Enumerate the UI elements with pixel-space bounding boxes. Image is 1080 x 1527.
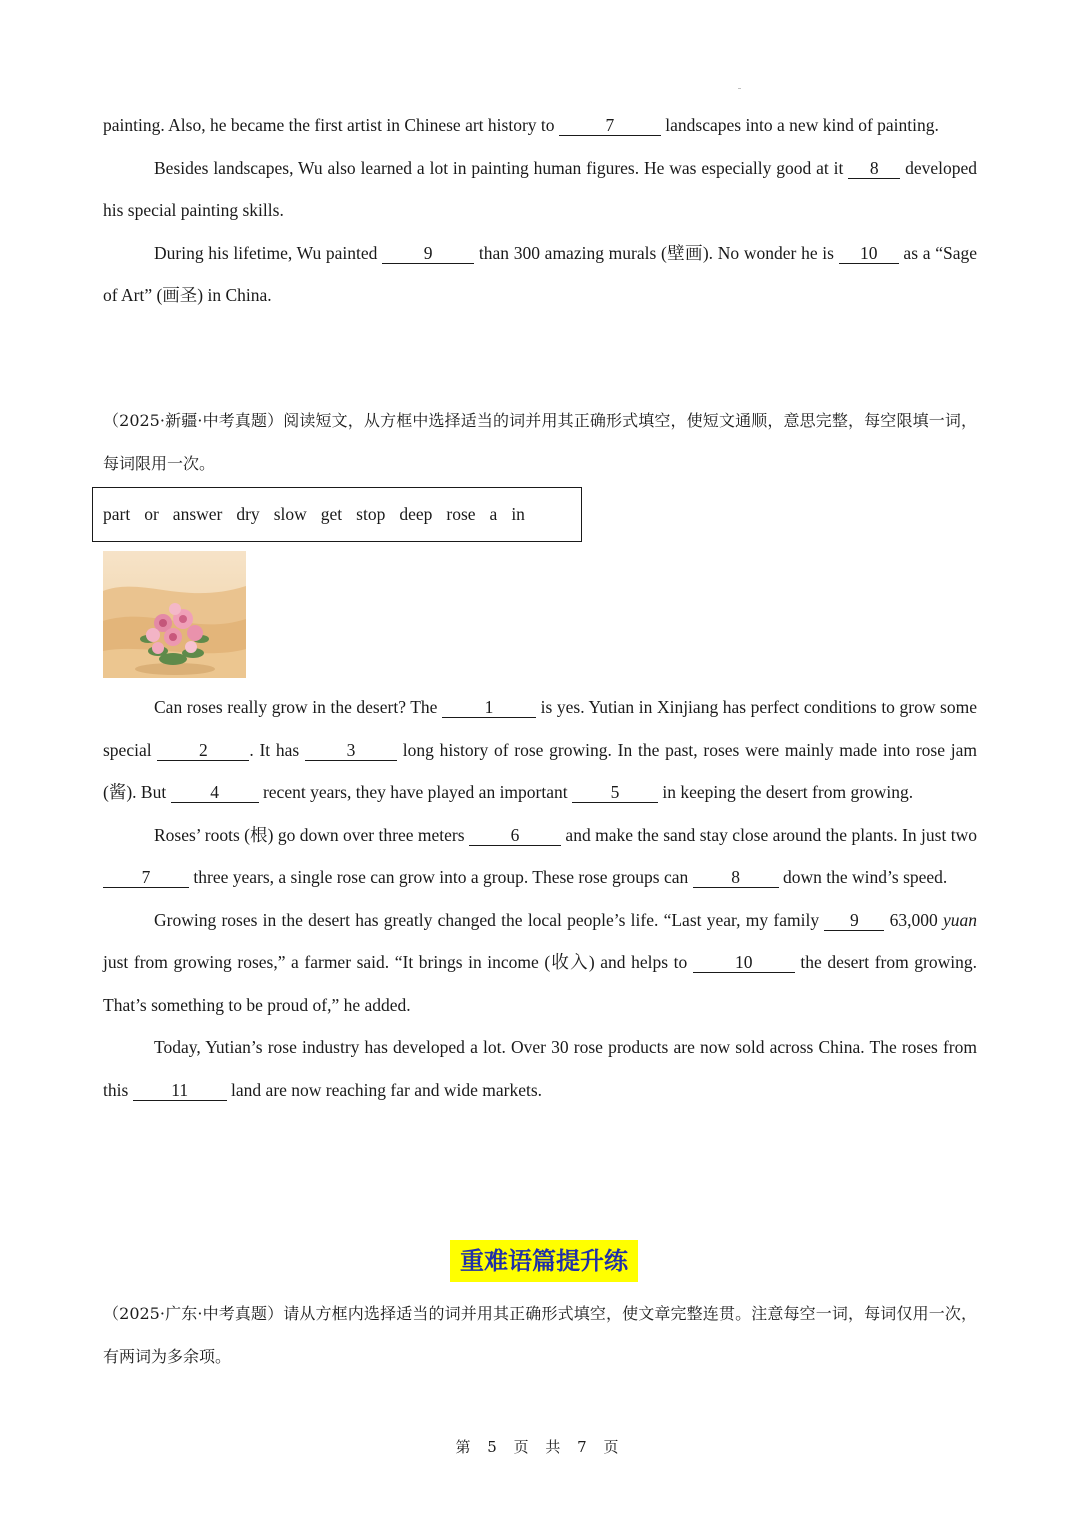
blank-7[interactable]: 7 — [559, 115, 661, 136]
blank-7[interactable]: 7 — [103, 867, 189, 888]
paragraph — [103, 104, 977, 147]
instruction-text: （2025·广东·中考真题）请从方框内选择适当的词并用其正确形式填空，使文章完整连贯。注意每空一词，每词仅用一次，有两词为多余项。 — [103, 1304, 977, 1366]
paragraph — [103, 814, 977, 899]
paragraph — [103, 899, 977, 1027]
text: the desert from growing. That’s something to be proud of,” he added. — [103, 952, 977, 1015]
word-option: in — [511, 504, 525, 524]
paragraph — [103, 232, 977, 317]
word-option: stop — [356, 504, 386, 524]
text: three years, a single rose can grow into a group. These rose groups can — [193, 867, 689, 887]
word-option: part — [103, 504, 131, 524]
text: Besides landscapes, Wu also learned a lot in painting human figures. He was especially good at it — [154, 157, 844, 178]
text: Today, Yutian’s rose industry has developed a lot. Over 30 rose products are now sold across China. The roses from this — [103, 1037, 977, 1100]
text-italic: yuan — [943, 909, 978, 930]
blank-8[interactable]: 8 — [693, 867, 779, 888]
paragraph — [103, 147, 977, 232]
text: long history of rose growing. In the past, roses were mainly made into rose jam (酱). But — [103, 739, 977, 802]
text: than 300 amazing murals (壁画). No wonder he is — [478, 242, 834, 263]
blank-9[interactable]: 9 — [382, 243, 474, 264]
text: recent years, they have played an important — [262, 782, 568, 802]
blank-4[interactable]: 4 — [171, 782, 259, 803]
page-number: 第 5 页 共 7 页 — [455, 1438, 625, 1456]
section-title: 重难语篇提升练 — [450, 1240, 638, 1282]
word-option: a — [489, 504, 498, 524]
word-option: dry — [236, 504, 260, 524]
text: developed his special painting skills. — [103, 157, 978, 220]
text: . It has — [249, 739, 300, 760]
word-box — [92, 487, 582, 542]
text: landscapes into a new kind of — [665, 115, 873, 135]
blank-6[interactable]: 6 — [469, 825, 561, 846]
instruction-text: （2025·新疆·中考真题）阅读短文，从方框中选择适当的词并用其正确形式填空，使短文通顺，意思完整，每空限填一词，每词限用一次。 — [103, 411, 977, 473]
text: is yes. Yutian in Xinjiang has perfect conditions to grow some special — [103, 697, 977, 760]
blank-10[interactable]: 10 — [839, 243, 899, 264]
blank-10[interactable]: 10 — [693, 952, 795, 973]
word-option: rose — [446, 504, 476, 524]
blank-3[interactable]: 3 — [305, 740, 397, 761]
blank-1[interactable]: 1 — [442, 697, 536, 718]
paragraph — [103, 686, 977, 814]
blank-2[interactable]: 2 — [157, 740, 249, 761]
word-option: get — [320, 504, 343, 524]
task-2-instruction — [103, 400, 977, 485]
word-option: slow — [273, 504, 307, 524]
text: in keeping the desert from growing. — [662, 782, 914, 802]
blank-9[interactable]: 9 — [824, 910, 884, 931]
text: just from growing roses,” a farmer said. “It brings in income (收入) and helps to — [103, 952, 688, 972]
passage-1 — [103, 104, 977, 317]
text: painting. — [877, 115, 939, 135]
text: land are now reaching far and wide markets. — [231, 1079, 543, 1100]
text: and make the sand stay close around the plants. In just two — [565, 824, 978, 845]
text: as a “Sage of Art” (画圣) in China. — [103, 242, 977, 305]
paragraph — [103, 1026, 977, 1111]
rose-desert-illustration — [103, 551, 246, 678]
word-option: or — [144, 504, 159, 524]
blank-5[interactable]: 5 — [572, 782, 658, 803]
passage-2 — [103, 686, 977, 1111]
text: down the wind’s speed. — [783, 867, 948, 887]
word-option: deep — [399, 504, 433, 524]
text: Growing roses in the desert has greatly changed the local people’s life. “Last year, my family — [154, 909, 820, 930]
blank-8[interactable]: 8 — [848, 158, 900, 179]
text: During his lifetime, Wu painted — [154, 242, 378, 263]
task-3-instruction — [103, 1293, 977, 1378]
text: Can roses really grow in the desert? The — [154, 697, 438, 717]
word-option: answer — [172, 504, 223, 524]
scan-mark — [738, 88, 741, 89]
blank-11[interactable]: 11 — [133, 1080, 227, 1101]
text: Roses’ roots (根) go down over three meters — [154, 824, 465, 845]
text: 63,000 — [889, 909, 938, 930]
text: painting. Also, he became the first artist in Chinese art history to — [103, 115, 555, 135]
